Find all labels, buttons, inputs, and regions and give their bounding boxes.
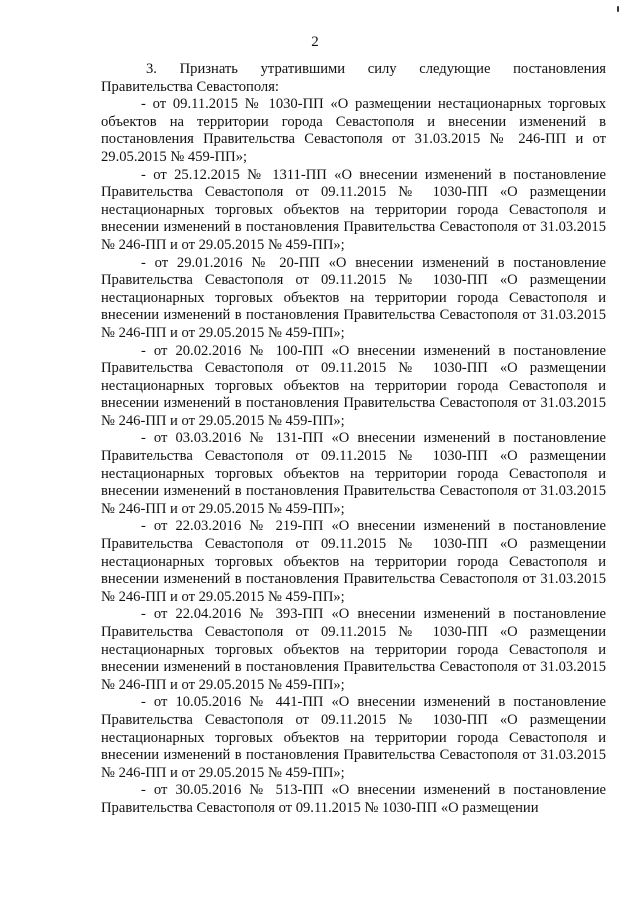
repealed-resolution-393: - от 22.04.2016 № 393-ПП «О внесении изменений в постановление Правительства Севастополя от 09.11.2015 № 1030-ПП «О размещении нестационарных торговых объектов на территории города Севастополя и внесении изменений в постановления Правительства Севастополя от 31.03.2015 № 246-ПП и от 29.05.2015 № 459-ПП»;: [101, 606, 606, 693]
repealed-resolution-513: - от 30.05.2016 № 513-ПП «О внесении изменений в постановление Правительства Севастополя от 09.11.2015 № 1030-ПП «О размещении: [101, 782, 606, 816]
repealed-resolution-1030: - от 09.11.2015 № 1030-ПП «О размещении нестационарных торговых объектов на территории города Севастополя и внесении изменений в постановления Правительства Севастополя от 31.03.2015 № 246-ПП и от 29.05.2015 № 459-ПП»;: [101, 96, 606, 165]
repealed-resolution-20: - от 29.01.2016 № 20-ПП «О внесении изменений в постановление Правительства Севастополя от 09.11.2015 № 1030-ПП «О размещении нестационарных торговых объектов на территории города Севастополя и внесении изменений в постановления Правительства Севастополя от 31.03.2015 № 246-ПП и от 29.05.2015 № 459-ПП»;: [101, 254, 606, 341]
repealed-resolution-219: - от 22.03.2016 № 219-ПП «О внесении изменений в постановление Правительства Севастополя от 09.11.2015 № 1030-ПП «О размещении нестационарных торговых объектов на территории города Севастополя и внесении изменений в постановления Правительства Севастополя от 31.03.2015 № 246-ПП и от 29.05.2015 № 459-ПП»;: [101, 518, 606, 605]
repealed-resolution-100: - от 20.02.2016 № 100-ПП «О внесении изменений в постановление Правительства Севастополя от 09.11.2015 № 1030-ПП «О размещении нестационарных торговых объектов на территории города Севастополя и внесении изменений в постановления Правительства Севастополя от 31.03.2015 № 246-ПП и от 29.05.2015 № 459-ПП»;: [101, 342, 606, 429]
scan-artifact-mark: [617, 6, 619, 12]
document-body: [101, 61, 606, 818]
repealed-resolution-1311: - от 25.12.2015 № 1311-ПП «О внесении изменений в постановление Правительства Севастополя от 09.11.2015 № 1030-ПП «О размещении нестационарных торговых объектов на территории города Севастополя и внесении изменений в постановления Правительства Севастополя от 31.03.2015 № 246-ПП и от 29.05.2015 № 459-ПП»;: [101, 166, 606, 253]
page-number: 2: [311, 34, 319, 50]
repealed-resolution-131: - от 03.03.2016 № 131-ПП «О внесении изменений в постановление Правительства Севастополя от 09.11.2015 № 1030-ПП «О размещении нестационарных торговых объектов на территории города Севастополя и внесении изменений в постановления Правительства Севастополя от 31.03.2015 № 246-ПП и от 29.05.2015 № 459-ПП»;: [101, 430, 606, 517]
paragraph-item-3: 3. Признать утратившими силу следующие постановления Правительства Севастополя:: [101, 61, 606, 95]
repealed-resolution-441: - от 10.05.2016 № 441-ПП «О внесении изменений в постановление Правительства Севастополя от 09.11.2015 № 1030-ПП «О размещении нестационарных торговых объектов на территории города Севастополя и внесении изменений в постановления Правительства Севастополя от 31.03.2015 № 246-ПП и от 29.05.2015 № 459-ПП»;: [101, 694, 606, 781]
